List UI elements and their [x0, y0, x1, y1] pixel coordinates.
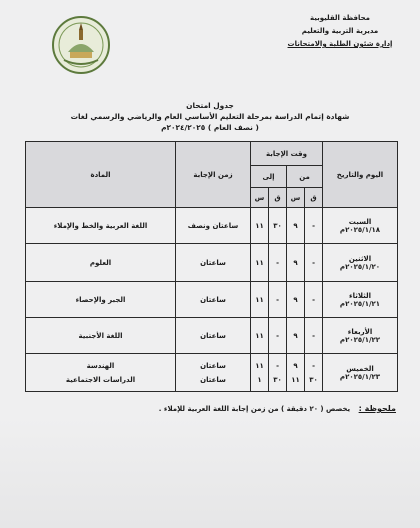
note-text: يخصص ( ٢٠ دقيقة ) من زمن إجابة اللغة العربية للإملاء . — [158, 405, 351, 413]
table-row — [26, 354, 398, 392]
title-line-1: جدول امتحان — [186, 101, 234, 110]
from-s-cell: ٩ — [287, 208, 305, 244]
header-to-q: ق — [269, 188, 287, 208]
title-line-3: ( نصف العام ) ٢٠٢٤/٢٠٢٥م — [161, 123, 259, 132]
subject-cell: اللغة الأجنبية — [26, 318, 176, 354]
duration-cell: ساعتان — [176, 318, 251, 354]
header-subject: المادة — [26, 142, 176, 208]
title-line-2: شهادة إتمام الدراسة بمرحلة التعليم الأساسي العام والرياضي والرسمي لغات — [70, 112, 350, 121]
day-date-cell: السبت ٢٠٢٥/١/١٨م — [323, 208, 398, 244]
from-s-cell: ٩ — [287, 282, 305, 318]
table-row — [26, 318, 398, 354]
to-s-cell: ١١ — [251, 208, 269, 244]
day-date-cell: الثلاثاء ٢٠٢٥/١/٢١م — [323, 282, 398, 318]
page-bottom-shade — [0, 418, 420, 528]
header-to: إلى — [251, 166, 287, 188]
from-q-cell: - ٣٠ — [305, 354, 323, 392]
from-q-cell: - — [305, 318, 323, 354]
day-date-cell: الخميس ٢٠٢٥/١/٢٣م — [323, 354, 398, 392]
to-q-cell: - — [269, 282, 287, 318]
duration-cell: ساعتان ونصف — [176, 208, 251, 244]
duration-cell: ساعتان ساعتان — [176, 354, 251, 392]
header-from: من — [287, 166, 323, 188]
from-s-cell: ٩ — [287, 244, 305, 282]
note-line — [159, 404, 396, 413]
exam-schedule-table — [25, 141, 398, 392]
header-day-date: اليوم والتاريخ — [323, 142, 398, 208]
subject-cell: الهندسة الدراسات الاجتماعية — [26, 354, 176, 392]
header-answer-time: وقت الإجابة — [251, 142, 323, 166]
duration-cell: ساعتان — [176, 244, 251, 282]
day-date-cell: الاثنين ٢٠٢٥/١/٢٠م — [323, 244, 398, 282]
to-q-cell: - ٣٠ — [269, 354, 287, 392]
header-block — [280, 12, 400, 51]
to-s-cell: ١١ — [251, 282, 269, 318]
duration-cell: ساعتان — [176, 282, 251, 318]
to-q-cell: - — [269, 318, 287, 354]
to-q-cell: - — [269, 244, 287, 282]
subject-cell: اللغة العربية والخط والإملاء — [26, 208, 176, 244]
day-date-cell: الأربعاء ٢٠٢٥/١/٢٢م — [323, 318, 398, 354]
ministry-emblem-icon — [50, 14, 112, 76]
to-s-cell: ١١ — [251, 318, 269, 354]
from-q-cell: - — [305, 244, 323, 282]
governorate-name: محافظة القليوبية — [310, 14, 370, 22]
from-q-cell: - — [305, 282, 323, 318]
table-row — [26, 282, 398, 318]
header-to-s: س — [251, 188, 269, 208]
from-q-cell: - — [305, 208, 323, 244]
note-label: ملحوظة : — [358, 404, 396, 413]
department-name: إدارة شئون الطلبة والامتحانات — [287, 40, 393, 48]
header-duration: زمن الإجابة — [176, 142, 251, 208]
directorate-name: مديرية التربية والتعليم — [301, 27, 379, 35]
to-q-cell: ٣٠ — [269, 208, 287, 244]
header-from-s: س — [287, 188, 305, 208]
table-row — [26, 244, 398, 282]
subject-cell: الجبر والإحصاء — [26, 282, 176, 318]
title-block — [20, 100, 400, 133]
from-s-cell: ٩ ١١ — [287, 354, 305, 392]
from-s-cell: ٩ — [287, 318, 305, 354]
subject-cell: العلوم — [26, 244, 176, 282]
to-s-cell: ١١ ١ — [251, 354, 269, 392]
table-row — [26, 208, 398, 244]
to-s-cell: ١١ — [251, 244, 269, 282]
header-from-q: ق — [305, 188, 323, 208]
